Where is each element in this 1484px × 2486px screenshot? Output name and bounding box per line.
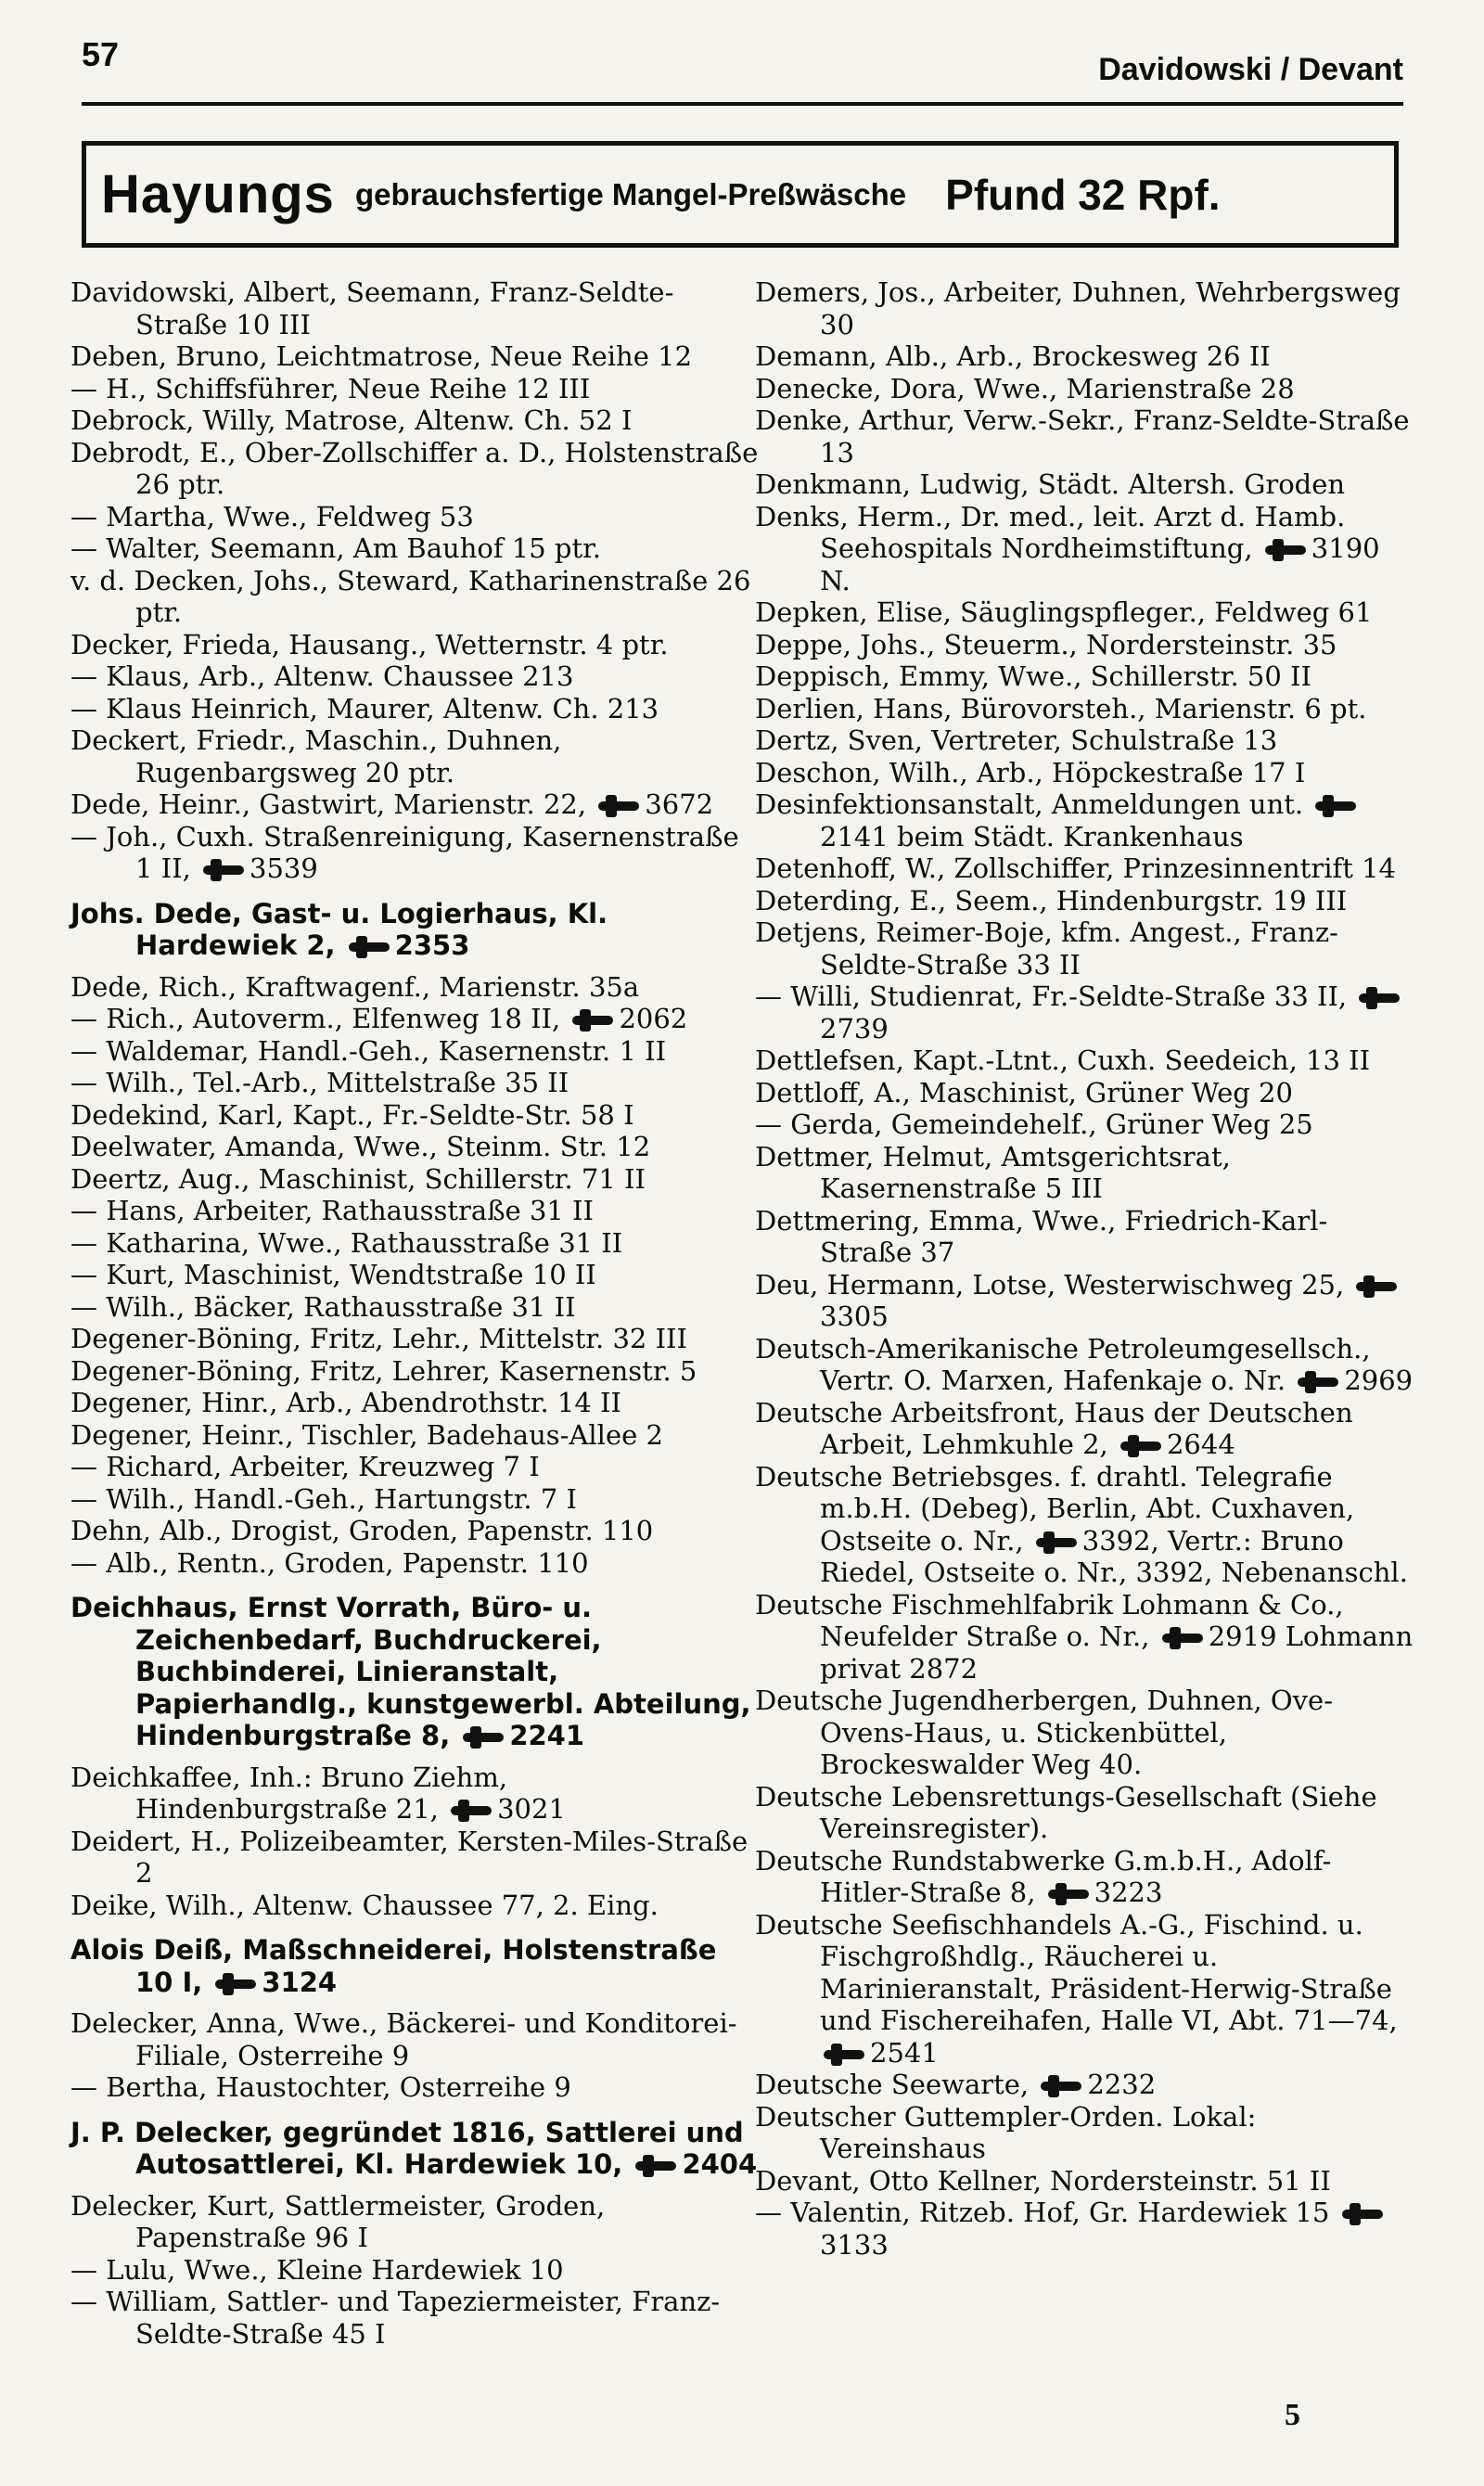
directory-entry (755, 2069, 1414, 2101)
directory-entry (70, 1762, 761, 1826)
telephone-icon (1356, 1282, 1397, 1291)
entry-text: — Martha, Wwe., Feldweg 53 (70, 500, 474, 532)
telephone-icon (824, 2050, 864, 2059)
entry-text: Deutsche Fischmehlfabrik Lohmann & Co., Neufelder Straße o. Nr., (755, 1588, 1344, 1652)
entry-text: Dertz, Sven, Vertreter, Schulstraße 13 (755, 724, 1278, 756)
directory-entry (755, 724, 1414, 757)
entry-text: Deutsche Seewarte, (755, 2069, 1030, 2100)
entry-phone: 2353 (394, 929, 470, 961)
entry-text: Delecker, Kurt, Sattlermeister, Groden, Papenstraße 96 I (70, 2189, 606, 2253)
directory-entry (70, 2190, 761, 2254)
directory-entry (70, 1826, 761, 1890)
entry-text: — Walter, Seemann, Am Bauhof 15 ptr. (70, 532, 602, 564)
directory-entry (70, 971, 761, 1004)
directory-entry (70, 1227, 761, 1260)
directory-entry (755, 757, 1414, 789)
telephone-icon (1265, 545, 1306, 555)
directory-entry (755, 1205, 1414, 1269)
entry-text: Deutsche Betriebsges. f. drahtl. Telegrafie m.b.H. (Debeg), Berlin, Abt. Cuxhaven, Ostseite o. Nr., (755, 1460, 1355, 1557)
directory-entry (70, 660, 761, 693)
telephone-icon (1048, 1890, 1089, 1899)
entry-text: — Alb., Rentn., Groden, Papenstr. 110 (70, 1546, 589, 1579)
entry-text: Denke, Arthur, Verw.-Sekr., Franz-Seldte-Straße 13 (755, 404, 1410, 468)
entry-text: Deutsche Lebensrettungs-Gesellschaft (Siehe Vereinsregister). (755, 1780, 1377, 1844)
directory-entry (755, 980, 1414, 1044)
directory-entry (755, 629, 1414, 661)
entry-phone: 2232 (1087, 2069, 1157, 2100)
entry-phone: 3223 (1094, 1877, 1163, 1908)
entry-text: Dede, Heinr., Gastwirt, Marienstr. 22, (70, 788, 587, 820)
directory-entry (755, 1269, 1414, 1333)
directory-entry (755, 1461, 1414, 1589)
entry-phone: 3190 N. (820, 532, 1380, 596)
entry-text: — Katharina, Wwe., Rathausstraße 31 II (70, 1226, 623, 1259)
entry-text: Deertz, Aug., Maschinist, Schillerstr. 71 II (70, 1162, 646, 1195)
entry-text: Decker, Frieda, Hausang., Wetternstr. 4 ptr. (70, 628, 669, 660)
ad-description: gebrauchsfertige Mangel-Preßwäsche (354, 176, 907, 211)
entry-text: Denecke, Dora, Wwe., Marienstraße 28 (755, 372, 1295, 404)
directory-entry (755, 373, 1414, 405)
entry-text: Dehn, Alb., Drogist, Groden, Papenstr. 110 (70, 1515, 654, 1546)
entry-text: — Klaus, Arb., Altenw. Chaussee 213 (70, 660, 574, 692)
entry-text: Alois Deiß, Maßschneiderei, Holstenstraße 10 I, (70, 1934, 717, 1998)
entry-phone: 2404 (682, 2148, 758, 2180)
entry-text: — Rich., Autoverm., Elfenweg 18 II, (70, 1003, 561, 1034)
directory-entry (70, 1003, 761, 1035)
entry-text: v. d. Decken, Johs., Steward, Katharinenstraße 26 ptr. (70, 564, 751, 628)
entry-text: Derlien, Hans, Bürovorsteh., Marienstr. 6 pt. (755, 692, 1367, 724)
directory-entry (755, 693, 1414, 725)
entry-phone: 3539 (249, 852, 318, 884)
directory-entry (70, 821, 761, 885)
telephone-icon (1120, 1442, 1161, 1451)
directory-entry (70, 2007, 761, 2071)
entry-text: Devant, Otto Kellner, Nordersteinstr. 51 II (755, 2164, 1331, 2197)
directory-entry (70, 1099, 761, 1132)
directory-entry (70, 1035, 761, 1068)
telephone-icon (1342, 2210, 1383, 2219)
directory-entry (70, 437, 761, 501)
entry-text: Desinfektionsanstalt, Anmeldungen unt. (755, 788, 1304, 820)
entry-phone: 2541 (870, 2036, 939, 2069)
entry-text: Denks, Herm., Dr. med., leit. Arzt d. Hamb. Seehospitals Nordheimstiftung, (755, 500, 1346, 564)
directory-entry (70, 501, 761, 533)
entry-text: Deppe, Johs., Steuerm., Nordersteinstr. 35 (755, 628, 1337, 660)
left-column (70, 276, 761, 2350)
directory-entry (755, 916, 1414, 980)
entry-text: Deutscher Guttempler-Orden. Lokal: Vereinshaus (755, 2100, 1257, 2164)
telephone-icon (463, 1733, 504, 1742)
directory-entry (70, 1387, 761, 1419)
header-rule (82, 102, 1403, 106)
directory-entry (70, 1259, 761, 1291)
entry-text: — Kurt, Maschinist, Wendtstraße 10 II (70, 1259, 596, 1290)
entry-text: — H., Schiffsführer, Neue Reihe 12 III (70, 372, 591, 404)
directory-entry (70, 629, 761, 661)
directory-entry (70, 1451, 761, 1483)
directory-entry (70, 1291, 761, 1324)
directory-entry (755, 1333, 1414, 1397)
directory-entry (70, 1592, 761, 1752)
entry-text: Delecker, Anna, Wwe., Bäckerei- und Konditorei-Filiale, Osterreihe 9 (70, 2007, 737, 2071)
directory-entry (70, 2071, 761, 2104)
directory-entry (755, 2197, 1414, 2261)
entry-text: — Valentin, Ritzeb. Hof, Gr. Hardewiek 15 (755, 2197, 1330, 2228)
entry-text: Deutsche Rundstabwerke G.m.b.H., Adolf-Hitler-Straße 8, (755, 1844, 1332, 1908)
entry-text: Dettlefsen, Kapt.-Ltnt., Cuxh. Seedeich, 13 II (755, 1044, 1371, 1076)
directory-entry (755, 468, 1414, 501)
entry-text: Deu, Hermann, Lotse, Westerwischweg 25, (755, 1268, 1345, 1301)
directory-entry (70, 565, 761, 629)
directory-entry (755, 1141, 1414, 1205)
entry-text: Deutsche Jugendherbergen, Duhnen, Ove-Ovens-Haus, u. Stickenbüttel, Brockeswalder Weg 40. (755, 1685, 1334, 1780)
directory-entry (70, 898, 761, 962)
entry-phone: 3392, Vertr.: Bruno Riedel, Ostseite o. Nr., 3392, Nebenanschl. (820, 1524, 1408, 1588)
entry-text: Demann, Alb., Arb., Brockesweg 26 II (755, 340, 1271, 372)
directory-entry (70, 1890, 761, 1922)
entry-phone: 3124 (262, 1966, 338, 1998)
entry-text: Debrodt, E., Ober-Zollschiffer a. D., Holstenstraße 26 ptr. (70, 436, 759, 500)
directory-entry (70, 1515, 761, 1547)
entry-text: Degener-Böning, Fritz, Lehr., Mittelstr. 32 III (70, 1323, 687, 1354)
directory-entry (70, 1547, 761, 1580)
advertisement-banner (82, 141, 1399, 248)
entry-text: Davidowski, Albert, Seemann, Franz-Seldte-Straße 10 III (70, 276, 674, 340)
entry-text: Depken, Elise, Säuglingspfleger., Feldweg 61 (755, 596, 1373, 628)
entry-text: J. P. Delecker, gegründet 1816, Sattlerei und Autosattlerei, Kl. Hardewiek 10, (70, 2116, 744, 2180)
directory-entry (755, 1397, 1414, 1461)
ad-price: Pfund 32 Rpf. (945, 170, 1221, 219)
entry-text: Deutsch-Amerikanische Petroleumgesellsch., Vertr. O. Marxen, Hafenkaje o. Nr. (755, 1332, 1371, 1396)
entry-text: Degener, Hinr., Arb., Abendrothstr. 14 II (70, 1387, 621, 1418)
entry-text: Deike, Wilh., Altenw. Chaussee 77, 2. Eing. (70, 1889, 659, 1921)
directory-entry (70, 1934, 761, 1998)
telephone-icon (349, 942, 390, 952)
entry-text: Dedekind, Karl, Kapt., Fr.-Seldte-Str. 58 I (70, 1098, 634, 1131)
directory-entry (755, 660, 1414, 693)
entry-text: Deschon, Wilh., Arb., Höpckestraße 17 I (755, 756, 1306, 788)
directory-entry (755, 1077, 1414, 1109)
entry-text: Dede, Rich., Kraftwagenf., Marienstr. 35a (70, 970, 640, 1003)
entry-text: Deppisch, Emmy, Wwe., Schillerstr. 50 II (755, 660, 1311, 692)
entry-text: Dettmering, Emma, Wwe., Friedrich-Karl-Straße 37 (755, 1204, 1328, 1268)
entry-text: Demers, Jos., Arbeiter, Duhnen, Wehrbergsweg 30 (755, 276, 1401, 340)
entry-phone: 2919 Lohmann privat 2872 (820, 1621, 1414, 1685)
directory-entry (70, 788, 761, 821)
entry-text: — William, Sattler- und Tapeziermeister, Franz-Seldte-Straße 45 I (70, 2286, 721, 2350)
entry-text: Denkmann, Ludwig, Städt. Altersh. Groden (755, 468, 1346, 500)
entry-text: Deichhaus, Ernst Vorrath, Büro- u. Zeichenbedarf, Buchdruckerei, Buchbinderei, Linieranstalt, Papierhandlg., kunstgewerbl. Abteilung, Hindenburgstraße 8, (70, 1592, 751, 1751)
telephone-icon (203, 865, 244, 875)
directory-entry (70, 340, 761, 373)
directory-entry (70, 2117, 761, 2181)
entry-text: Dettloff, A., Maschinist, Grüner Weg 20 (755, 1076, 1293, 1108)
entry-phone: 2644 (1166, 1429, 1235, 1460)
directory-entry (755, 1108, 1414, 1141)
telephone-icon (1359, 993, 1400, 1003)
entry-text: — Lulu, Wwe., Kleine Hardewiek 10 (70, 2253, 564, 2286)
directory-entry (755, 2101, 1414, 2165)
directory-entry (70, 693, 761, 725)
entry-text: — Waldemar, Handl.-Geh., Kasernenstr. 1 II (70, 1034, 667, 1067)
directory-entry (70, 1323, 761, 1355)
directory-entry (755, 276, 1414, 340)
directory-entry (70, 276, 761, 340)
entry-phone: 3305 (820, 1301, 889, 1332)
entry-text: Dettmer, Helmut, Amtsgerichtsrat, Kasernenstraße 5 III (755, 1140, 1231, 1204)
directory-entry (755, 1685, 1414, 1781)
entry-text: Detenhoff, W., Zollschiffer, Prinzesinnentrift 14 (755, 852, 1396, 884)
directory-entry (755, 1909, 1414, 2070)
directory-entry (70, 1195, 761, 1227)
entry-text: Deidert, H., Polizeibeamter, Kersten-Miles-Straße 2 (70, 1825, 748, 1889)
entry-text: — Wilh., Handl.-Geh., Hartungstr. 7 I (70, 1482, 577, 1515)
entry-text: — Wilh., Bäcker, Rathausstraße 31 II (70, 1290, 576, 1323)
entry-text: — Klaus Heinrich, Maurer, Altenw. Ch. 213 (70, 692, 659, 724)
entry-phone: 2062 (619, 1003, 688, 1034)
directory-entry (755, 501, 1414, 597)
directory-entry (755, 404, 1414, 468)
entry-text: — Joh., Cuxh. Straßenreinigung, Kasernenstraße 1 II, (70, 820, 739, 884)
directory-entry (755, 340, 1414, 373)
footer-signature: 5 (1285, 2398, 1300, 2432)
directory-entry (70, 373, 761, 405)
entry-phone: 3133 (820, 2228, 889, 2261)
entry-text: — Gerda, Gemeindehelf., Grüner Weg 25 (755, 1108, 1313, 1140)
telephone-icon (1298, 1378, 1338, 1387)
entry-text: Deutsche Seefischhandels A.-G., Fischind. u. Fischgroßhdlg., Räucherei u. Marinieranstalt, Präsident-Herwig-Straße und Fischereihafen, Halle VI, Abt. 71—74, (755, 1908, 1398, 2036)
directory-entry (755, 596, 1414, 629)
entry-text: Deterding, E., Seem., Hindenburgstr. 19 III (755, 884, 1348, 916)
telephone-icon (1036, 1538, 1077, 1547)
telephone-icon (1162, 1634, 1203, 1643)
entry-phone: 2241 (509, 1720, 585, 1751)
entry-text: Detjens, Reimer-Boje, kfm. Angest., Franz-Seldte-Straße 33 II (755, 916, 1338, 980)
directory-entry (70, 1163, 761, 1196)
telephone-icon (1315, 801, 1356, 811)
directory-entry (70, 1419, 761, 1452)
entry-phone: 2141 beim Städt. Krankenhaus (820, 820, 1244, 852)
directory-entry (70, 1131, 761, 1163)
entry-phone: 3672 (645, 788, 714, 820)
directory-entry (70, 2254, 761, 2287)
entry-text: Johs. Dede, Gast- u. Logierhaus, Kl. Hardewiek 2, (70, 897, 608, 961)
telephone-icon (598, 801, 639, 811)
telephone-icon (572, 1016, 613, 1025)
directory-entry (755, 1589, 1414, 1685)
directory-entry (755, 1781, 1414, 1845)
running-head: Davidowski / Devant (1098, 52, 1403, 87)
directory-entry (755, 1845, 1414, 1909)
entry-phone: 2739 (820, 1012, 889, 1044)
telephone-icon (1041, 2082, 1081, 2091)
entry-phone: 2969 (1344, 1365, 1414, 1396)
entry-text: — Willi, Studienrat, Fr.-Seldte-Straße 33 II, (755, 980, 1348, 1012)
entry-text: Deutsche Arbeitsfront, Haus der Deutschen Arbeit, Lehmkuhle 2, (755, 1396, 1353, 1460)
telephone-icon (215, 1980, 256, 1989)
telephone-icon (451, 1806, 492, 1815)
entry-text: Debrock, Willy, Matrose, Altenw. Ch. 52 I (70, 404, 633, 436)
entry-text: Deelwater, Amanda, Wwe., Steinm. Str. 12 (70, 1131, 651, 1162)
entry-text: Deckert, Friedr., Maschin., Duhnen, Rugenbargsweg 20 ptr. (70, 724, 562, 788)
page-number: 57 (82, 35, 120, 73)
directory-entry (70, 1067, 761, 1099)
directory-entry (70, 1483, 761, 1516)
entry-text: — Bertha, Haustochter, Osterreihe 9 (70, 2071, 571, 2103)
directory-entry (70, 2286, 761, 2350)
directory-entry (70, 724, 761, 788)
telephone-icon (635, 2161, 676, 2171)
entry-text: Deichkaffee, Inh.: Bruno Ziehm, Hindenburgstraße 21, (70, 1761, 508, 1825)
directory-entry (755, 788, 1414, 852)
page-header (82, 35, 1403, 100)
entry-text: Degener, Heinr., Tischler, Badehaus-Allee 2 (70, 1418, 663, 1451)
directory-entry (755, 2165, 1414, 2198)
entry-text: Deben, Bruno, Leichtmatrose, Neue Reihe 12 (70, 340, 693, 372)
ad-brand: Hayungs (101, 164, 335, 224)
entry-text: — Richard, Arbeiter, Kreuzweg 7 I (70, 1451, 540, 1482)
directory-entry (70, 532, 761, 565)
directory-entry (70, 1355, 761, 1388)
directory-entry (755, 852, 1414, 885)
directory-entry (755, 1044, 1414, 1077)
entry-phone: 3021 (497, 1793, 566, 1825)
entry-text: — Hans, Arbeiter, Rathausstraße 31 II (70, 1195, 594, 1226)
entry-text: — Wilh., Tel.-Arb., Mittelstraße 35 II (70, 1067, 569, 1098)
right-column (755, 276, 1414, 2261)
directory-entry (755, 885, 1414, 917)
directory-entry (70, 404, 761, 437)
entry-text: Degener-Böning, Fritz, Lehrer, Kasernenstr. 5 (70, 1354, 697, 1387)
